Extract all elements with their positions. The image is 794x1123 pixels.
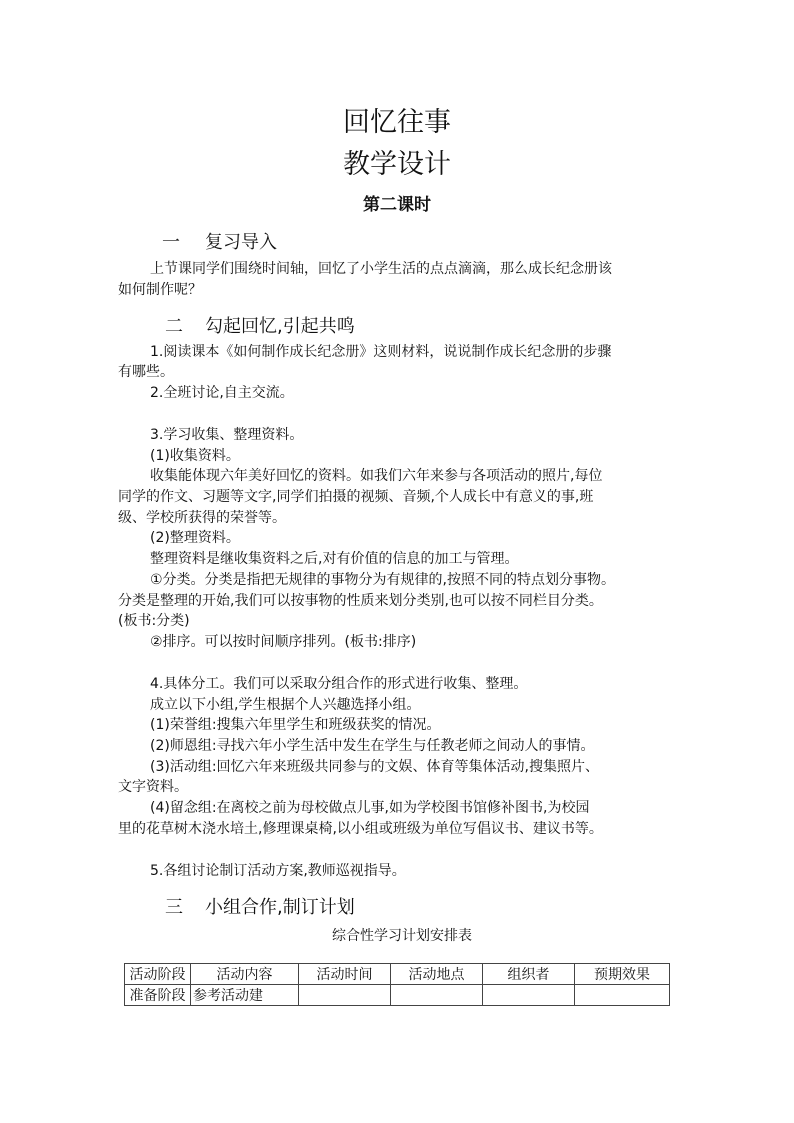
table-header-cell: 活动内容 xyxy=(191,964,299,985)
section1-number: 一 xyxy=(162,232,180,253)
paragraph-line: 2.全班讨论,自主交流。 xyxy=(150,385,294,401)
paragraph-line: 整理资料是继收集资料之后,对有价值的信息的加工与管理。 xyxy=(150,551,519,567)
paragraph-line: 收集能体现六年美好回忆的资料。如我们六年来参与各项活动的照片,每位 xyxy=(150,468,603,484)
paragraph-line: (2)师恩组:寻找六年小学生活中发生在学生与任教老师之间动人的事情。 xyxy=(150,738,595,754)
table-cell xyxy=(391,985,483,1006)
table-cell xyxy=(483,985,575,1006)
paragraph-line: 4.具体分工。我们可以采取分组合作的形式进行收集、整理。 xyxy=(150,676,528,692)
table-cell xyxy=(575,985,670,1006)
table-header-cell: 活动阶段 xyxy=(125,964,191,985)
table-header-row xyxy=(125,964,670,985)
section3-title: 小组合作,制订计划 xyxy=(205,897,355,918)
paragraph-line: 文字资料。 xyxy=(118,779,188,795)
paragraph-line: (板书:分类) xyxy=(118,613,190,629)
paragraph-line: 同学的作文、习题等文字,同学们拍摄的视频、音频,个人成长中有意义的事,班 xyxy=(118,489,594,505)
table-cell xyxy=(299,985,391,1006)
paragraph-line: 有哪些。 xyxy=(118,364,174,380)
paragraph-line: 5.各组讨论制订活动方案,教师巡视指导。 xyxy=(150,863,406,879)
paragraph-line: 成立以下小组,学生根据个人兴趣选择小组。 xyxy=(150,697,421,713)
paragraph-line: 1.阅读课本《如何制作成长纪念册》这则材料，说说制作成长纪念册的步骤 xyxy=(150,344,612,360)
paragraph-line: (4)留念组:在离校之前为母校做点儿事,如为学校图书馆修补图书,为校园 xyxy=(150,800,590,816)
section2-title: 勾起回忆,引起共鸣 xyxy=(205,316,355,337)
paragraph-line: 级、学校所获得的荣誉等。 xyxy=(118,510,286,526)
table-header-cell: 活动地点 xyxy=(391,964,483,985)
table-cell: 准备阶段 xyxy=(125,985,191,1006)
paragraph-line: 3.学习收集、整理资料。 xyxy=(150,427,304,443)
paragraph-line: ②排序。可以按时间顺序排列。(板书:排序) xyxy=(150,634,417,650)
table-header-cell: 组织者 xyxy=(483,964,575,985)
table-header-cell: 活动时间 xyxy=(299,964,391,985)
paragraph-line: (1)荣誉组:搜集六年里学生和班级获奖的情况。 xyxy=(150,717,441,733)
table-caption: 综合性学习计划安排表 xyxy=(332,928,472,944)
table-header-cell: 预期效果 xyxy=(575,964,670,985)
table-row xyxy=(125,985,670,1006)
table-cell: 参考活动建 xyxy=(191,985,299,1006)
section2-number: 二 xyxy=(165,316,183,337)
paragraph-line: (2)整理资料。 xyxy=(150,530,240,546)
document-title-line2: 教学设计 xyxy=(343,149,451,180)
paragraph-line: 上节课同学们围绕时间轴，回忆了小学生活的点点滴滴，那么成长纪念册该 xyxy=(150,261,612,277)
section1-title: 复习导入 xyxy=(205,232,277,253)
plan-table xyxy=(124,963,670,1006)
paragraph-line: ①分类。分类是指把无规律的事物分为有规律的,按照不同的特点划分事物。 xyxy=(150,572,615,588)
paragraph-line: 里的花草树木浇水培土,修理课桌椅,以小组或班级为单位写倡议书、建议书等。 xyxy=(118,821,603,837)
document-title: 回忆往事 xyxy=(343,107,451,138)
paragraph-line: (3)活动组:回忆六年来班级共同参与的文娱、体育等集体活动,搜集照片、 xyxy=(150,759,599,775)
paragraph-line: 分类是整理的开始,我们可以按事物的性质来划分类别,也可以按不同栏目分类。 xyxy=(118,593,603,609)
section3-number: 三 xyxy=(165,897,183,918)
lesson-period: 第二课时 xyxy=(363,195,431,215)
paragraph-line: 如何制作呢？ xyxy=(118,282,202,298)
paragraph-line: (1)收集资料。 xyxy=(150,448,240,464)
